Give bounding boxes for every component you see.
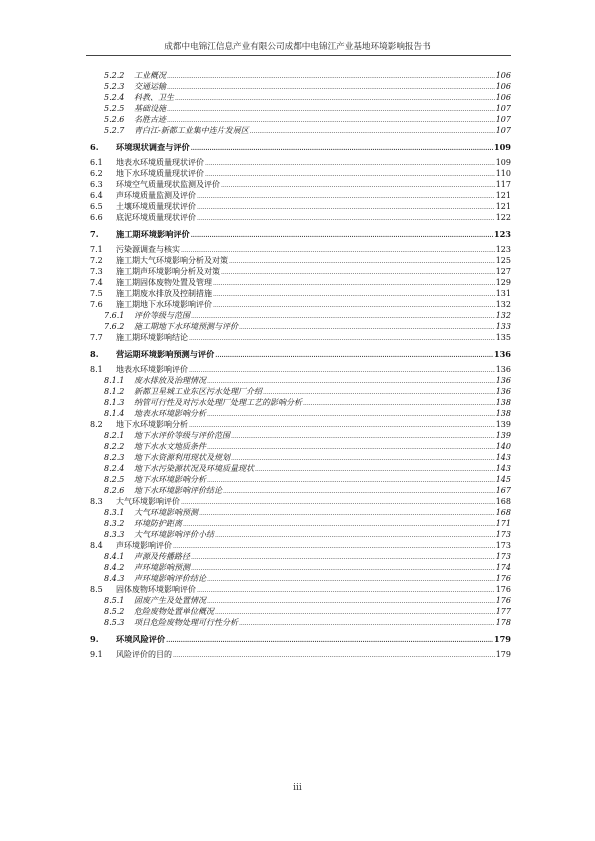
toc-entry-title: 工业概况 (134, 71, 166, 80)
toc-entry-page: 178 (495, 618, 511, 627)
toc-entry-page: 177 (495, 607, 511, 616)
dot-leader (250, 125, 495, 136)
toc-entry-page: 117 (495, 180, 511, 189)
toc-entry-title: 施工期固体废物处置及管理 (116, 278, 212, 287)
toc-entry-7-6-1[interactable] (86, 310, 511, 321)
toc-entry-6-3[interactable] (86, 179, 511, 190)
toc-entry-title: 环境风险评价 (116, 634, 166, 644)
toc-entry-page: 127 (495, 267, 511, 276)
dot-leader (213, 288, 495, 299)
toc-entry-page: 109 (495, 158, 511, 167)
toc-entry-number: 6.2 (90, 169, 103, 178)
toc-entry-8-2[interactable] (86, 419, 511, 430)
toc-entry-number: 8.1.2 (104, 387, 125, 396)
toc-entry-title: 施工期环境影响结论 (116, 333, 188, 342)
toc-entry-7-5[interactable] (86, 288, 511, 299)
toc-entry-number: 7.7 (90, 333, 103, 342)
toc-entry-8-2-1[interactable] (86, 430, 511, 441)
toc-entry-page: 136 (495, 387, 511, 396)
toc-entry-page: 110 (495, 169, 511, 178)
toc-entry-8-3-1[interactable] (86, 507, 511, 518)
toc-entry-page: 139 (495, 431, 511, 440)
toc-entry-7-1[interactable] (86, 244, 511, 255)
toc-entry-title: 施工期废水排放及控制措施 (116, 289, 212, 298)
dot-leader (183, 518, 495, 529)
toc-entry-title: 施工期地下水环境预测与评价 (134, 322, 238, 331)
toc-entry-number: 8.2.6 (104, 486, 125, 495)
dot-leader (223, 485, 495, 496)
dot-leader (181, 496, 495, 507)
dot-leader (205, 157, 495, 168)
page-header: 成都中电锦江信息产业有限公司成都中电锦江产业基地环境影响报告书 (164, 42, 431, 52)
toc-entry-6-1[interactable] (86, 157, 511, 168)
toc-entry-number: 9. (90, 634, 99, 644)
dot-leader (207, 474, 495, 485)
toc-entry-page: 107 (495, 126, 511, 135)
toc-entry-6[interactable] (86, 142, 511, 153)
toc-entry-number: 7.2 (90, 256, 103, 265)
toc-entry-title: 环境现状调查与评价 (116, 142, 190, 152)
toc-entry-7-4[interactable] (86, 277, 511, 288)
toc-entry-page: 168 (495, 497, 511, 506)
dot-leader (215, 606, 495, 617)
toc-entry-number: 5.2.4 (104, 93, 125, 102)
toc-entry-number: 8.1.4 (104, 409, 125, 418)
toc-entry-title: 大气环境影响评价小结 (134, 530, 214, 539)
toc-entry-title: 大气环境影响预测 (134, 508, 198, 517)
toc-entry-page: 121 (495, 202, 511, 211)
dot-leader (167, 114, 495, 125)
toc-entry-title: 环境防护距离 (134, 519, 182, 528)
toc-entry-page: 109 (493, 142, 511, 152)
dot-leader (166, 634, 493, 645)
toc-entry-8-1-4[interactable] (86, 408, 511, 419)
toc-entry-title: 评价等级与范围 (134, 311, 190, 320)
toc-entry-number: 5.2.7 (104, 126, 125, 135)
toc-entry-page: 106 (495, 82, 511, 91)
toc-entry-page: 167 (495, 486, 511, 495)
toc-entry-title: 营运期环境影响预测与评价 (116, 349, 215, 359)
toc-entry-page: 145 (495, 475, 511, 484)
toc-entry-page: 168 (495, 508, 511, 517)
toc-entry-8-2-3[interactable] (86, 452, 511, 463)
toc-entry-6-4[interactable] (86, 190, 511, 201)
toc-entry-title: 地表水环境影响分析 (134, 409, 206, 418)
toc-entry-8-3-3[interactable] (86, 529, 511, 540)
table-of-contents (86, 70, 511, 660)
toc-entry-number: 8.5.2 (104, 607, 125, 616)
toc-entry-8-1-2[interactable] (86, 386, 511, 397)
dot-leader (181, 244, 495, 255)
toc-entry-page: 179 (495, 650, 511, 659)
toc-entry-number: 7.1 (90, 245, 103, 254)
dot-leader (205, 168, 495, 179)
toc-entry-8-1-3[interactable] (86, 397, 511, 408)
toc-entry-page: 173 (495, 552, 511, 561)
dot-leader (229, 255, 495, 266)
toc-entry-8-5-2[interactable] (86, 606, 511, 617)
toc-entry-page: 139 (495, 420, 511, 429)
header-rule (86, 55, 511, 56)
toc-entry-8-4[interactable] (86, 540, 511, 551)
toc-entry-title: 科教、卫生 (134, 93, 174, 102)
dot-leader (207, 441, 495, 452)
toc-entry-page: 123 (493, 229, 511, 239)
dot-leader (197, 584, 495, 595)
toc-entry-page: 143 (495, 453, 511, 462)
dot-leader (221, 266, 495, 277)
toc-entry-title: 地下水环境影响分析 (134, 475, 206, 484)
toc-entry-number: 6.5 (90, 202, 103, 211)
toc-entry-number: 8.3.2 (104, 519, 125, 528)
toc-entry-number: 8. (90, 349, 99, 359)
dot-leader (167, 81, 495, 92)
toc-entry-title: 名胜古迹 (134, 115, 166, 124)
toc-entry-title: 地表水环境质量现状评价 (116, 158, 204, 167)
dot-leader (173, 540, 495, 551)
toc-entry-8[interactable] (86, 349, 511, 360)
dot-leader (191, 551, 495, 562)
toc-entry-page: 125 (495, 256, 511, 265)
toc-entry-5-2-3[interactable] (86, 81, 511, 92)
toc-entry-7-6-2[interactable] (86, 321, 511, 332)
toc-entry-7-6[interactable] (86, 299, 511, 310)
dot-leader (213, 277, 495, 288)
toc-entry-page: 174 (495, 563, 511, 572)
toc-entry-page: 136 (493, 349, 511, 359)
toc-entry-title: 地下水评价等级与评价范围 (134, 431, 230, 440)
toc-entry-title: 地下水环境影响评价结论 (134, 486, 222, 495)
toc-entry-number: 6.3 (90, 180, 103, 189)
toc-entry-page: 173 (495, 541, 511, 550)
toc-entry-number: 8.3 (90, 497, 103, 506)
toc-entry-title: 项目危险废物处理可行性分析 (134, 618, 238, 627)
dot-leader (173, 649, 495, 660)
toc-entry-number: 8.1 (90, 365, 103, 374)
toc-entry-page: 140 (495, 442, 511, 451)
toc-entry-page: 135 (495, 333, 511, 342)
toc-entry-number: 6.6 (90, 213, 103, 222)
toc-entry-page: 138 (495, 409, 511, 418)
dot-leader (189, 419, 495, 430)
toc-entry-9-1[interactable] (86, 649, 511, 660)
dot-leader (239, 617, 495, 628)
toc-entry-page: 132 (495, 311, 511, 320)
toc-entry-6-6[interactable] (86, 212, 511, 223)
toc-entry-number: 8.5 (90, 585, 103, 594)
toc-entry-title: 纳管可行性及对污水处理厂处理工艺的影响分析 (134, 398, 302, 407)
toc-entry-page: 143 (495, 464, 511, 473)
toc-entry-9[interactable] (86, 634, 511, 645)
dot-leader (167, 103, 495, 114)
toc-entry-number: 6. (90, 142, 99, 152)
toc-entry-7[interactable] (86, 229, 511, 240)
toc-entry-title: 固体废物环境影响评价 (116, 585, 196, 594)
dot-leader (197, 201, 495, 212)
toc-entry-5-2-5[interactable] (86, 103, 511, 114)
toc-entry-number: 7. (90, 229, 99, 239)
toc-entry-8-5-3[interactable] (86, 617, 511, 628)
toc-entry-number: 7.6.2 (104, 322, 125, 331)
toc-entry-8-5-1[interactable] (86, 595, 511, 606)
toc-entry-number: 6.4 (90, 191, 103, 200)
dot-leader (303, 397, 495, 408)
toc-entry-page: 122 (495, 213, 511, 222)
toc-entry-number: 6.1 (90, 158, 103, 167)
toc-entry-page: 138 (495, 398, 511, 407)
toc-entry-number: 7.5 (90, 289, 103, 298)
dot-leader (221, 179, 495, 190)
toc-entry-page: 106 (495, 93, 511, 102)
toc-entry-title: 声环境影响评价 (116, 541, 172, 550)
toc-entry-title: 交通运输 (134, 82, 166, 91)
toc-entry-number: 8.3.3 (104, 530, 125, 539)
toc-entry-title: 施工期大气环境影响分析及对策 (116, 256, 228, 265)
toc-entry-number: 5.2.5 (104, 104, 125, 113)
dot-leader (189, 364, 495, 375)
toc-entry-number: 7.6 (90, 300, 103, 309)
toc-entry-number: 8.4.2 (104, 563, 125, 572)
toc-entry-page: 107 (495, 115, 511, 124)
toc-entry-page: 171 (495, 519, 511, 528)
toc-entry-page: 176 (495, 585, 511, 594)
toc-entry-number: 8.1.3 (104, 398, 125, 407)
toc-entry-page: 129 (495, 278, 511, 287)
toc-entry-title: 青白江-新都工业集中连片发展区 (134, 126, 249, 135)
toc-entry-8-2-2[interactable] (86, 441, 511, 452)
toc-entry-title: 施工期地下水环境影响评价 (116, 300, 212, 309)
toc-entry-title: 底泥环境质量现状评价 (116, 213, 196, 222)
toc-entry-title: 声源及传播路径 (134, 552, 190, 561)
toc-entry-number: 8.3.1 (104, 508, 125, 517)
dot-leader (191, 229, 493, 240)
toc-entry-page: 106 (495, 71, 511, 80)
toc-entry-8-4-1[interactable] (86, 551, 511, 562)
toc-entry-7-7[interactable] (86, 332, 511, 343)
toc-entry-page: 179 (493, 634, 511, 644)
toc-entry-title: 施工期环境影响评价 (116, 229, 190, 239)
toc-entry-number: 5.2.2 (104, 71, 125, 80)
toc-entry-title: 施工期声环境影响分析及对策 (116, 267, 220, 276)
toc-entry-title: 地下水水文地质条件 (134, 442, 206, 451)
dot-leader (263, 386, 495, 397)
dot-leader (207, 595, 495, 606)
dot-leader (191, 562, 495, 573)
toc-entry-6-5[interactable] (86, 201, 511, 212)
toc-entry-number: 7.4 (90, 278, 103, 287)
toc-entry-page: 176 (495, 596, 511, 605)
dot-leader (167, 70, 495, 81)
dot-leader (213, 299, 495, 310)
toc-entry-8-1-1[interactable] (86, 375, 511, 386)
toc-entry-title: 声环境质量监测及评价 (116, 191, 196, 200)
toc-entry-title: 声环境影响评价结论 (134, 574, 206, 583)
toc-entry-page: 173 (495, 530, 511, 539)
toc-entry-number: 8.2.4 (104, 464, 125, 473)
toc-entry-number: 8.4 (90, 541, 103, 550)
toc-entry-title: 废水排放及治理情况 (134, 376, 206, 385)
toc-entry-8-3-2[interactable] (86, 518, 511, 529)
toc-entry-number: 8.2.5 (104, 475, 125, 484)
toc-entry-8-2-5[interactable] (86, 474, 511, 485)
dot-leader (199, 507, 495, 518)
toc-entry-page: 131 (495, 289, 511, 298)
toc-entry-number: 5.2.6 (104, 115, 125, 124)
dot-leader (215, 349, 493, 360)
toc-entry-page: 136 (495, 365, 511, 374)
dot-leader (231, 452, 495, 463)
toc-entry-page: 123 (495, 245, 511, 254)
toc-entry-number: 7.6.1 (104, 311, 125, 320)
toc-entry-title: 地下水环境影响分析 (116, 420, 188, 429)
toc-entry-title: 环境空气质量现状监测及评价 (116, 180, 220, 189)
toc-entry-8-5[interactable] (86, 584, 511, 595)
dot-leader (255, 463, 495, 474)
toc-entry-8-3[interactable] (86, 496, 511, 507)
dot-leader (207, 573, 495, 584)
toc-entry-5-2-6[interactable] (86, 114, 511, 125)
toc-entry-number: 5.2.3 (104, 82, 125, 91)
toc-entry-8-4-3[interactable] (86, 573, 511, 584)
toc-entry-8-2-6[interactable] (86, 485, 511, 496)
toc-entry-title: 土壤环境质量现状评价 (116, 202, 196, 211)
toc-entry-8-1[interactable] (86, 364, 511, 375)
toc-entry-5-2-7[interactable] (86, 125, 511, 136)
dot-leader (191, 142, 493, 153)
dot-leader (191, 310, 495, 321)
toc-entry-7-2[interactable] (86, 255, 511, 266)
toc-entry-page: 136 (495, 376, 511, 385)
toc-entry-page: 132 (495, 300, 511, 309)
toc-entry-number: 8.5.1 (104, 596, 125, 605)
toc-entry-title: 基础设施 (134, 104, 166, 113)
toc-entry-title: 污染源调查与核实 (116, 245, 180, 254)
dot-leader (231, 430, 495, 441)
toc-entry-page: 133 (495, 322, 511, 331)
toc-entry-number: 8.1.1 (104, 376, 125, 385)
toc-entry-number: 9.1 (90, 650, 103, 659)
dot-leader (215, 529, 495, 540)
dot-leader (207, 375, 495, 386)
toc-entry-title: 地表水环境影响评价 (116, 365, 188, 374)
toc-entry-number: 8.2 (90, 420, 103, 429)
toc-entry-5-2-2[interactable] (86, 70, 511, 81)
toc-entry-8-2-4[interactable] (86, 463, 511, 474)
toc-entry-number: 8.4.3 (104, 574, 125, 583)
toc-entry-title: 大气环境影响评价 (116, 497, 180, 506)
dot-leader (175, 92, 495, 103)
dot-leader (197, 190, 495, 201)
toc-entry-title: 地下水污染源状况及环境质量现状 (134, 464, 254, 473)
toc-entry-number: 8.2.1 (104, 431, 125, 440)
toc-entry-title: 地下水资源利用现状及规划 (134, 453, 230, 462)
toc-entry-title: 声环境影响预测 (134, 563, 190, 572)
toc-entry-title: 地下水环境质量现状评价 (116, 169, 204, 178)
toc-entry-6-2[interactable] (86, 168, 511, 179)
toc-entry-number: 7.3 (90, 267, 103, 276)
toc-entry-5-2-4[interactable] (86, 92, 511, 103)
toc-entry-page: 107 (495, 104, 511, 113)
toc-entry-number: 8.2.2 (104, 442, 125, 451)
toc-entry-7-3[interactable] (86, 266, 511, 277)
page-number: iii (293, 783, 302, 793)
dot-leader (239, 321, 495, 332)
toc-entry-title: 固废产生及处置情况 (134, 596, 206, 605)
toc-entry-number: 8.4.1 (104, 552, 125, 561)
toc-entry-title: 危险废物处置单位概况 (134, 607, 214, 616)
toc-entry-title: 新都卫星城工业东区污水处理厂介绍 (134, 387, 262, 396)
dot-leader (207, 408, 495, 419)
toc-entry-title: 风险评价的目的 (116, 650, 172, 659)
toc-entry-number: 8.5.3 (104, 618, 125, 627)
dot-leader (197, 212, 495, 223)
toc-entry-page: 121 (495, 191, 511, 200)
toc-entry-8-4-2[interactable] (86, 562, 511, 573)
dot-leader (189, 332, 495, 343)
toc-entry-page: 176 (495, 574, 511, 583)
toc-entry-number: 8.2.3 (104, 453, 125, 462)
